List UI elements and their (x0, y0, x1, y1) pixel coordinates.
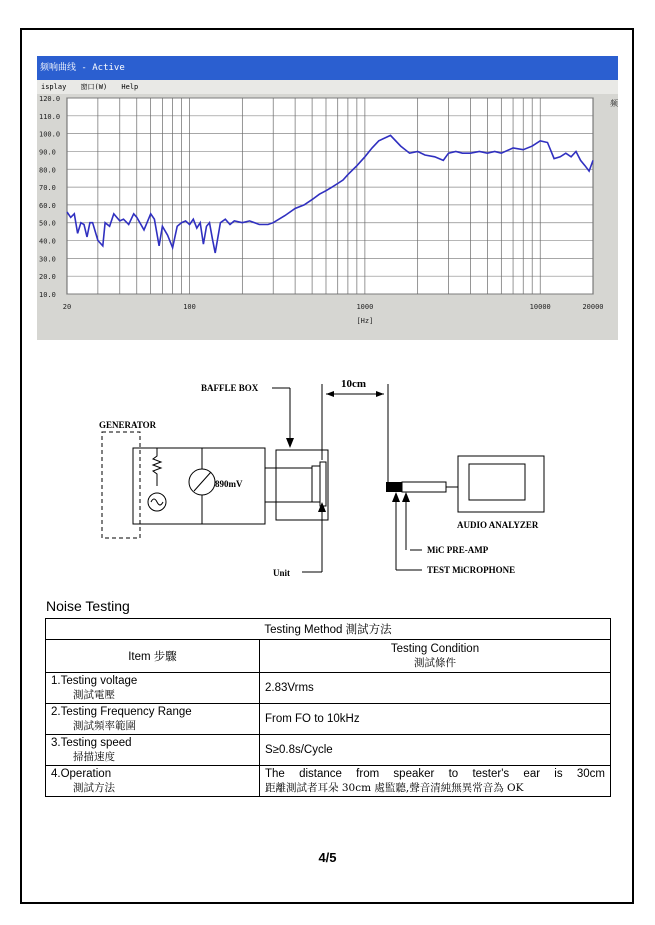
row-condition: The distance from speaker to tester's ear is 30cm (265, 767, 605, 780)
menu-item-help[interactable]: Help (121, 83, 139, 91)
row-item-zh: 測試頻率範圍 (73, 719, 136, 732)
table-row (46, 673, 611, 704)
right-edge-label: 频 (610, 99, 618, 108)
y-tick-label: 20.0 (39, 273, 56, 282)
x-tick-label: 100 (183, 303, 196, 311)
test-setup-diagram (90, 370, 560, 585)
generator-label: GENERATOR (99, 420, 157, 430)
mic-preamp-label: MiC PRE-AMP (427, 545, 489, 555)
row-item-zh: 掃描速度 (73, 750, 115, 763)
y-tick-label: 50.0 (39, 219, 56, 228)
row-item-en: 2.Testing Frequency Range (51, 705, 192, 718)
row-item-zh: 測試電壓 (73, 688, 115, 701)
y-tick-label: 80.0 (39, 166, 56, 175)
table-title: Testing Method 測試方法 (46, 619, 611, 640)
row-item-en: 3.Testing speed (51, 736, 132, 749)
row-condition: From FO to 10kHz (265, 713, 360, 725)
menu-item-window[interactable]: 窗口(W) (80, 83, 108, 91)
mic-preamp-body (402, 482, 446, 492)
column-header-condition: Testing Condition (390, 642, 480, 655)
resistor-symbol (153, 448, 161, 486)
unit-label: Unit (273, 568, 291, 578)
x-tick-label: 10000 (529, 303, 551, 311)
window-title: 频响曲线 - Active (37, 56, 618, 80)
row-condition: S≥0.8s/Cycle (265, 744, 333, 756)
row-item-en: 1.Testing voltage (51, 674, 138, 687)
y-tick-label: 120.0 (39, 95, 61, 103)
table-column-header-row (46, 640, 611, 673)
test-microphone-label: TEST MiCROPHONE (427, 565, 516, 575)
table-row (46, 766, 611, 797)
y-tick-label: 30.0 (39, 255, 56, 264)
row-item-en: 4.Operation (51, 767, 112, 780)
plot-area (67, 98, 593, 294)
y-tick-label: 40.0 (39, 237, 56, 246)
row-condition: 2.83Vrms (265, 682, 314, 694)
x-tick-label: 20000 (582, 303, 604, 311)
x-axis-label: [Hz] (356, 317, 374, 325)
menu-bar (37, 80, 618, 94)
table-row (46, 735, 611, 766)
y-tick-label: 90.0 (39, 148, 56, 157)
frequency-response-screenshot (37, 56, 618, 340)
y-tick-label: 10.0 (39, 291, 56, 299)
microphone-capsule (386, 482, 402, 492)
section-title: Noise Testing (46, 598, 130, 614)
y-tick-label: 60.0 (39, 201, 56, 210)
baffle-box-label: BAFFLE BOX (201, 383, 259, 393)
distance-label: 10cm (341, 378, 367, 390)
y-tick-label: 110.0 (39, 112, 61, 121)
analyzer-screen (469, 464, 525, 500)
voltage-label: 890mV (215, 479, 243, 489)
table-row (46, 704, 611, 735)
row-item-zh: 測試方法 (73, 781, 115, 794)
x-tick-label: 1000 (356, 303, 374, 311)
column-header-item: Item 步驟 (46, 640, 260, 673)
menu-item-display[interactable]: isplay (41, 83, 67, 91)
audio-analyzer-label: AUDIO ANALYZER (457, 520, 539, 530)
testing-method-table (45, 618, 611, 797)
y-tick-label: 70.0 (39, 184, 56, 193)
y-tick-label: 100.0 (39, 130, 61, 139)
row-condition-zh: 距離測試者耳朵 30cm 處監聽,聲音清純無異常音為 OK (265, 781, 524, 794)
table-header-row (46, 619, 611, 640)
column-header-condition-zh: 測試條件 (414, 656, 456, 669)
frequency-response-chart (37, 94, 618, 340)
x-tick-label: 20 (62, 303, 72, 311)
page-number: 4/5 (318, 850, 337, 865)
